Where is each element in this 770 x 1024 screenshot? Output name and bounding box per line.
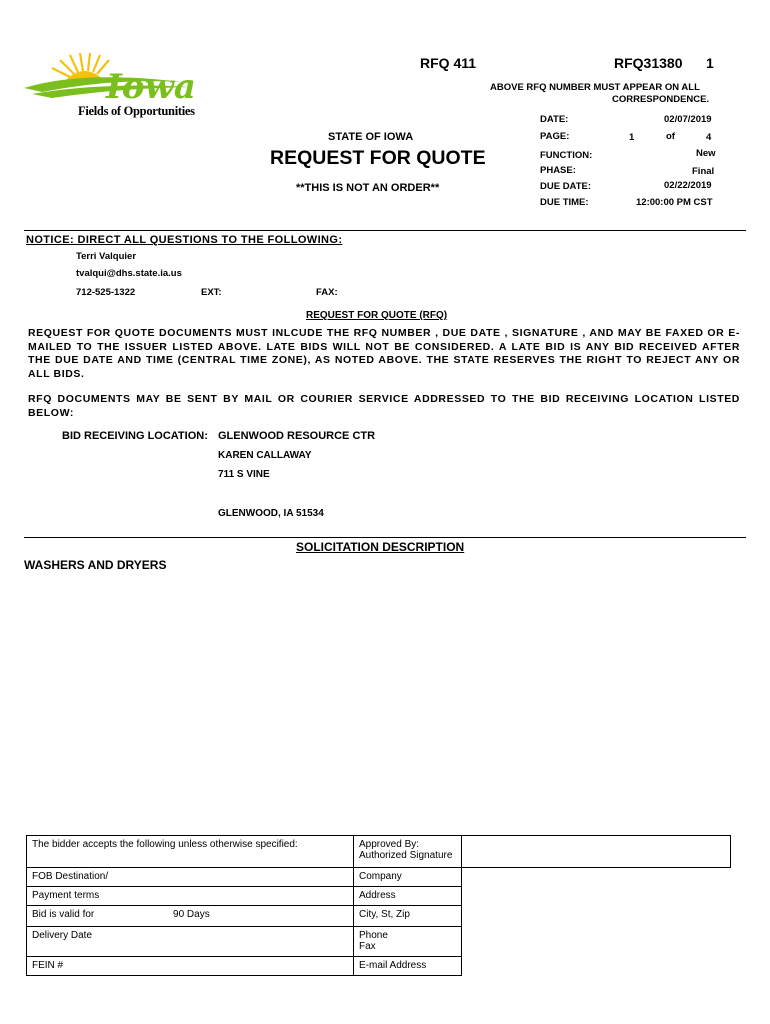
- rfq-suffix: 1: [706, 55, 714, 71]
- approved-label: Approved By:: [359, 839, 420, 850]
- due-date-value: 02/22/2019: [664, 180, 712, 191]
- contact-email: tvalqui@dhs.state.ia.us: [76, 268, 182, 279]
- table-row: [27, 868, 731, 887]
- email-label: E-mail Address: [354, 957, 462, 976]
- divider-solicitation: [24, 537, 746, 538]
- city-label: City, St, Zip: [354, 906, 462, 927]
- date-label: DATE:: [540, 114, 569, 125]
- address-label: Address: [354, 887, 462, 906]
- rfq-number: RFQ31380: [614, 55, 683, 71]
- phone-fax-cell: [354, 927, 462, 957]
- fax-label: Fax: [359, 941, 376, 952]
- table-row: [27, 957, 731, 976]
- bid-valid-days: 90 Days: [173, 909, 210, 920]
- rfq-mailing-paragraph: RFQ DOCUMENTS MAY BE SENT BY MAIL OR COURIER SERVICE ADDRESSED TO THE BID RECEIVING LOCATION LISTED BELOW:: [28, 393, 740, 419]
- payment-terms-cell: Payment terms: [27, 887, 354, 906]
- authorized-signature-label: Authorized Signature: [359, 850, 453, 861]
- logo-tagline: Fields of Opportunities: [78, 104, 195, 118]
- phone-fax-field[interactable]: [462, 927, 731, 957]
- page-number: 1: [629, 132, 635, 143]
- rfq-notice-2: CORRESPONDENCE.: [612, 94, 710, 105]
- contact-name: Terri Valquier: [76, 251, 137, 262]
- fob-cell: FOB Destination/: [27, 868, 354, 887]
- signature-field[interactable]: [462, 836, 731, 868]
- due-time-value: 12:00:00 PM CST: [636, 197, 713, 208]
- company-label: Company: [354, 868, 462, 887]
- page-total: 4: [706, 132, 712, 143]
- contact-fax-label: FAX:: [316, 287, 338, 298]
- fein-cell: FEIN #: [27, 957, 354, 976]
- solicitation-heading: SOLICITATION DESCRIPTION: [296, 540, 465, 554]
- divider-top: [24, 230, 746, 231]
- delivery-date-cell: Delivery Date: [27, 927, 354, 957]
- approved-cell: [354, 836, 462, 868]
- due-date-label: DUE DATE:: [540, 181, 592, 192]
- contact-phone: 712-525-1322: [76, 287, 136, 298]
- rfq-notice: ABOVE RFQ NUMBER MUST APPEAR ON ALL: [490, 82, 700, 93]
- page-label: PAGE:: [540, 131, 570, 142]
- table-row: [27, 836, 731, 868]
- address-field[interactable]: [462, 887, 731, 906]
- rfq-instructions-paragraph: REQUEST FOR QUOTE DOCUMENTS MUST INLCUDE THE RFQ NUMBER , DUE DATE , SIGNATURE , AND MAY BE FAXED OR E-MAILED TO THE ISSUER LISTED ABOVE. LATE BIDS WILL NOT BE CONSIDERED. A LATE BID IS ANY BID RECEIVED AFTER THE DUE DATE AND TIME (CENTRAL TIME ZONE), AS NOTED ABOVE. THE STATE RESERVES THE RIGHT TO REJECT ANY OR ALL BIDS.: [28, 327, 740, 380]
- table-row: [27, 887, 731, 906]
- phone-label: Phone: [359, 930, 388, 941]
- bidder-acceptance-table: [26, 835, 731, 976]
- bid-valid-label: Bid is valid for: [32, 909, 95, 920]
- location-line-2: KAREN CALLAWAY: [218, 450, 312, 461]
- iowa-logo: [22, 52, 197, 122]
- contact-ext-label: EXT:: [201, 287, 222, 298]
- state-name: STATE OF IOWA: [328, 131, 414, 143]
- table-row: [27, 906, 731, 927]
- function-label: FUNCTION:: [540, 150, 593, 161]
- svg-text:Iowa: Iowa: [106, 67, 196, 107]
- location-label: BID RECEIVING LOCATION:: [62, 430, 208, 442]
- company-field[interactable]: [462, 868, 731, 887]
- table-row: [27, 927, 731, 957]
- solicitation-description: WASHERS AND DRYERS: [24, 558, 167, 572]
- contact-heading: NOTICE: DIRECT ALL QUESTIONS TO THE FOLLOWING:: [26, 234, 343, 246]
- function-value: New: [696, 148, 716, 159]
- rfq-section-heading: REQUEST FOR QUOTE (RFQ): [306, 310, 448, 321]
- not-an-order: **THIS IS NOT AN ORDER**: [296, 182, 440, 194]
- date-value: 02/07/2019: [664, 114, 712, 125]
- city-field[interactable]: [462, 906, 731, 927]
- page-title: REQUEST FOR QUOTE: [270, 147, 486, 169]
- phase-value: Final: [692, 166, 715, 177]
- page-of-label: of: [666, 131, 675, 142]
- bid-valid-cell: [27, 906, 354, 927]
- rfq-label: RFQ 411: [420, 55, 477, 71]
- email-field[interactable]: [462, 957, 731, 976]
- phase-label: PHASE:: [540, 165, 576, 176]
- accepts-cell: The bidder accepts the following unless otherwise specified:: [27, 836, 354, 868]
- location-line-4: GLENWOOD, IA 51534: [218, 508, 324, 519]
- location-line-1: GLENWOOD RESOURCE CTR: [218, 430, 376, 442]
- due-time-label: DUE TIME:: [540, 197, 589, 208]
- location-line-3: 711 S VINE: [218, 469, 270, 480]
